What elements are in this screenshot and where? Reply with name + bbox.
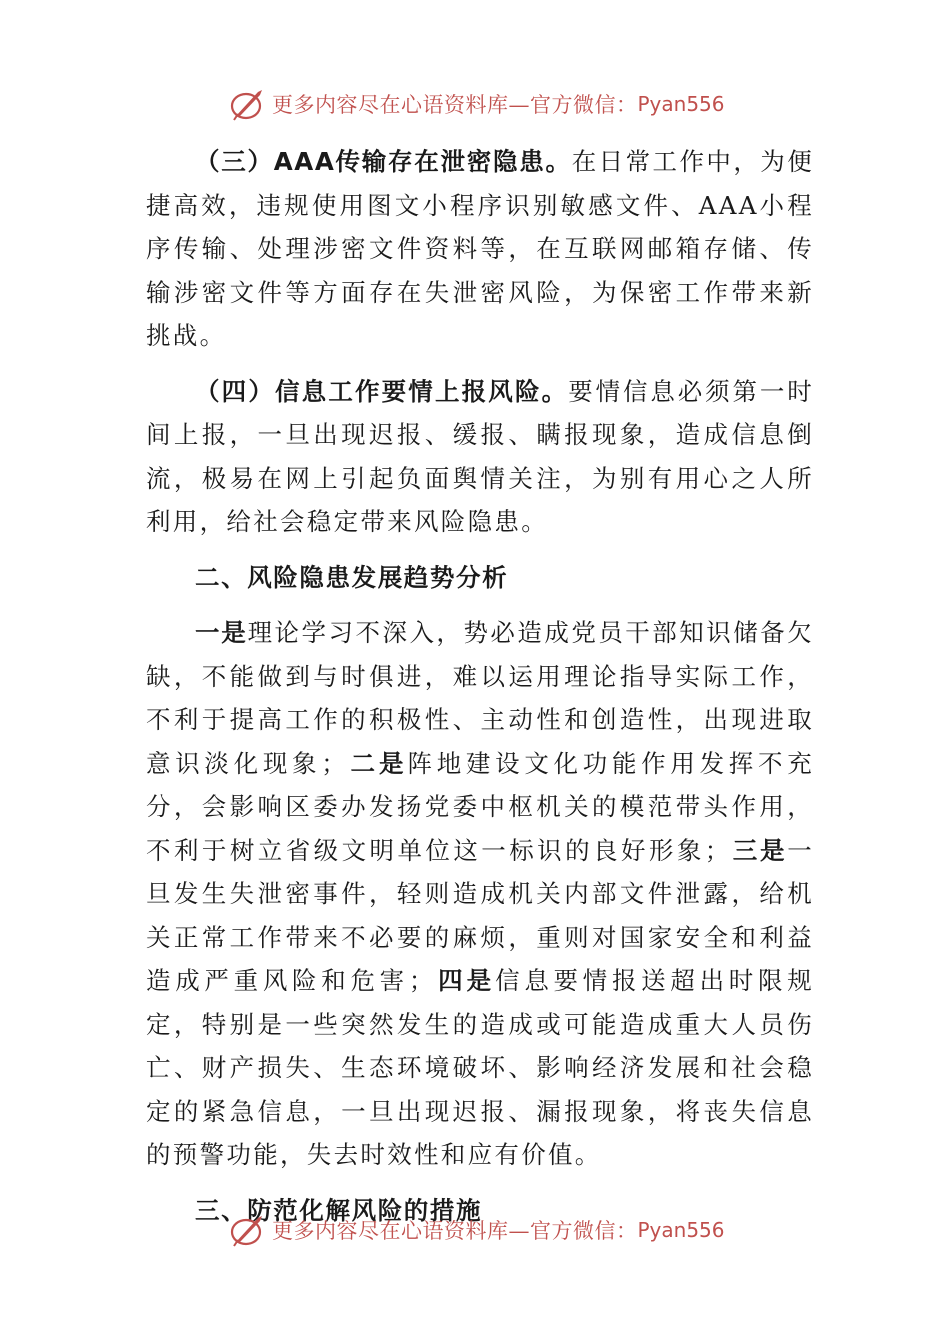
analysis-text-4: 信息要情报送超出时限规定，特别是一些突然发生的造成或可能造成重大人员伤亡、财产损失、生态环境破坏、影响经济发展和社会稳定的紧急信息，一旦出现迟报、漏报现象，将丧失信息的预警功能，失去时效性和应有价值。 (146, 966, 815, 1169)
paragraph-3-lead: （三）AAA传输存在泄密隐患。 (195, 147, 572, 176)
document-body (146, 140, 814, 1232)
paragraph-4 (146, 370, 814, 544)
watermark-text: 更多内容尽在心语资料库—官方微信： (272, 93, 638, 117)
footer-watermark (228, 1210, 748, 1250)
analysis-lead-3: 三是 (731, 835, 788, 865)
quill-logo-icon (228, 86, 268, 122)
paragraph-3-body: 在日常工作中，为便捷高效，违规使用图文小程序识别敏感文件、AAA小程序传输、处理涉密文件资料等，在互联网邮箱存储、传输涉密文件等方面存在失泄密风险，为保密工作带来新挑战。 (146, 147, 814, 350)
watermark-text: 更多内容尽在心语资料库—官方微信： (272, 1219, 638, 1243)
analysis-text-3: 一旦发生失泄密事件，轻则造成机关内部文件泄露，给机关正常工作带来不必要的麻烦，重则对国家安全和利益造成严重风险和危害； (146, 835, 814, 995)
analysis-paragraph (146, 611, 814, 1177)
watermark-wechat-id: Pyan556 (637, 1218, 725, 1242)
analysis-lead-1: 一是 (195, 618, 248, 647)
analysis-lead-4: 四是 (435, 966, 496, 995)
quill-logo-icon (228, 1212, 268, 1248)
header-watermark (228, 84, 748, 124)
paragraph-3 (146, 140, 814, 358)
analysis-text-1: 理论学习不深入，势必造成党员干部知识储备欠缺，不能做到与时俱进，难以运用理论指导实际工作，不利于提高工作的积极性、主动性和创造性，出现进取意识淡化现象； (146, 618, 814, 778)
section-heading-3: 三、防范化解风险的措施 (195, 1195, 483, 1225)
watermark-wechat-id: Pyan556 (637, 92, 725, 116)
paragraph-4-lead: （四）信息工作要情上报风险。 (195, 376, 569, 406)
section-heading-2: 二、风险隐患发展趋势分析 (195, 562, 509, 592)
paragraph-4-body: 要情信息必须第一时间上报，一旦出现迟报、缓报、瞒报现象，造成信息倒流，极易在网上引起负面舆情关注，为别有用心之人所利用，给社会稳定带来风险隐患。 (146, 376, 815, 536)
analysis-text-2: 阵地建设文化功能作用发挥不充分，会影响区委办发扬党委中枢机关的模范带头作用，不利于树立省级文明单位这一标识的良好形象； (146, 748, 815, 865)
analysis-lead-2: 二是 (348, 748, 408, 778)
